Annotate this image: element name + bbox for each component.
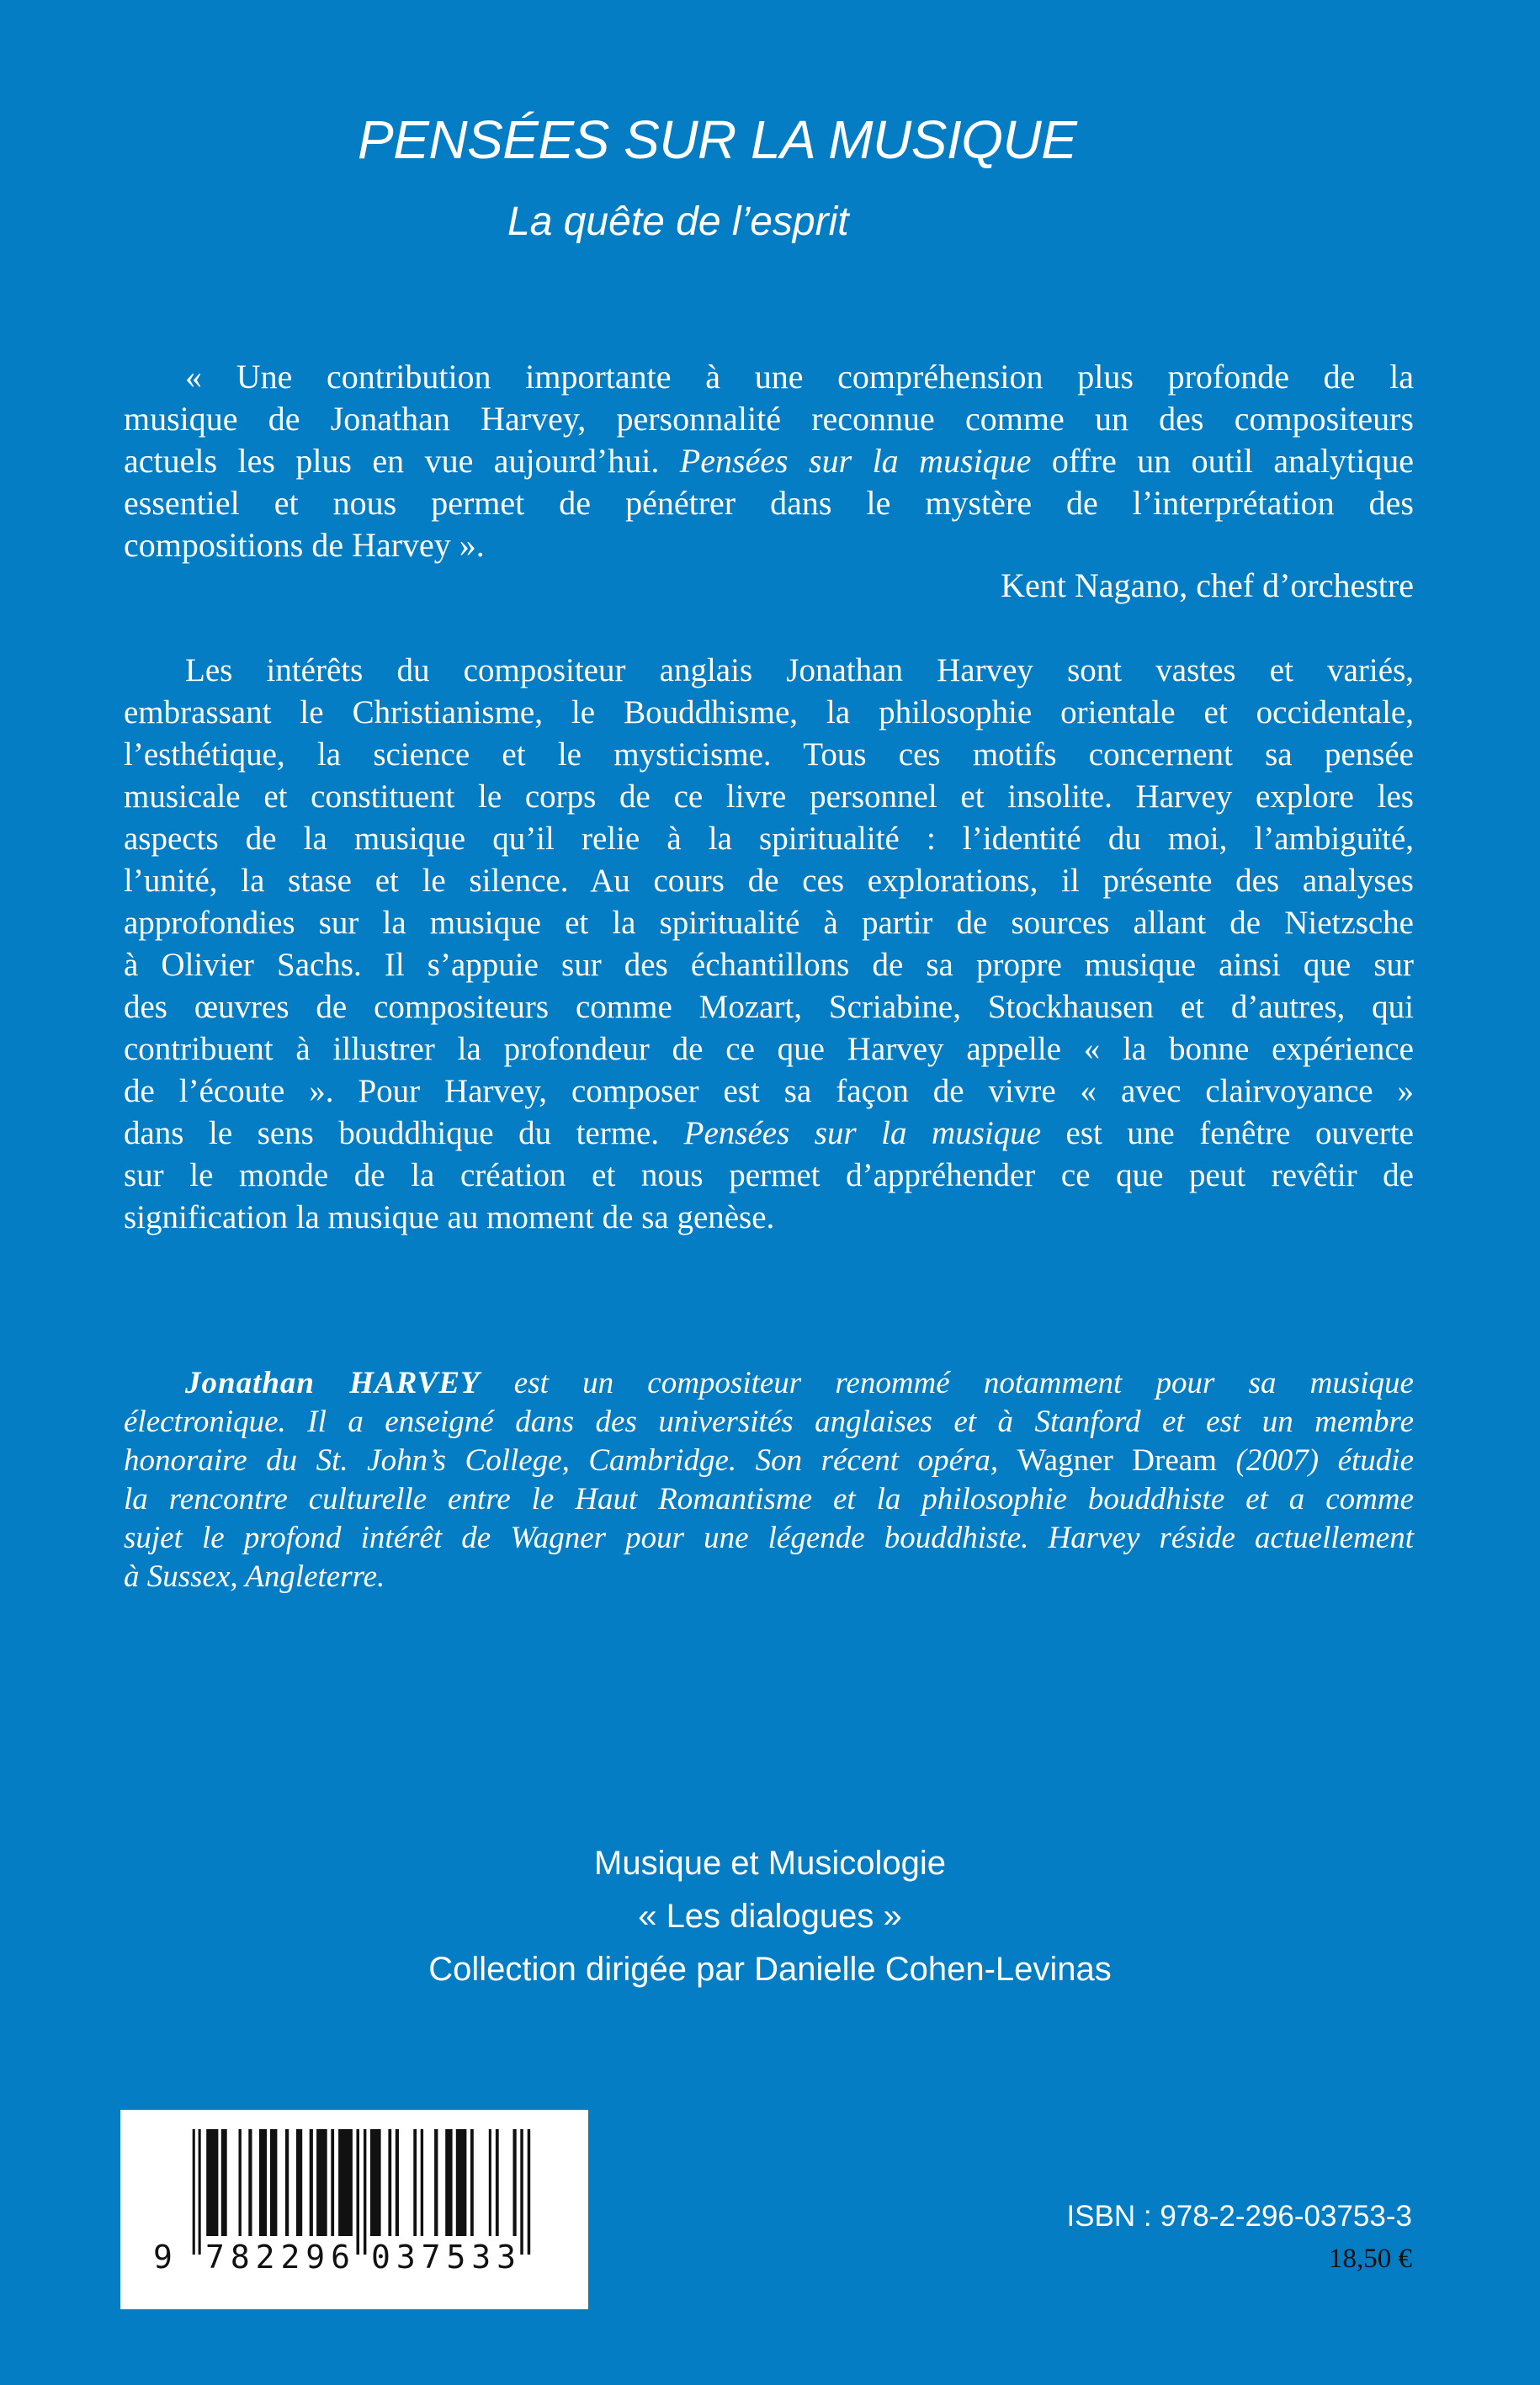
collection-subseries: « Les dialogues » [638, 1898, 902, 1935]
collection-director: Collection dirigée par Danielle Cohen-Levinas [428, 1951, 1112, 1988]
barcode-digits-left: 782296 [205, 2239, 350, 2276]
price: 18,50 € [1329, 2244, 1412, 2274]
text-line [124, 1480, 1414, 1519]
text-line [124, 944, 1414, 986]
isbn-number: ISBN : 978-2-296-03753-3 [1066, 2200, 1412, 2233]
text-segment: est une fenêtre ouverte [1041, 1115, 1414, 1151]
text-segment: honoraire du St. John’s College, Cambridge. Son récent opéra, [124, 1443, 1017, 1478]
text-line [124, 1442, 1414, 1480]
barcode-digit-first: 9 [153, 2239, 173, 2276]
text-segment: la rencontre culturelle entre le Haut Romantisme et la philosophie bouddhiste et a comme [124, 1482, 1414, 1517]
collection-info [0, 1837, 1540, 1996]
text-line [124, 440, 1414, 482]
text-segment: « Une contribution importante à une compréhension plus profonde de la [185, 358, 1414, 396]
text-segment: (2007) étudie [1216, 1443, 1415, 1478]
text-segment: essentiel et nous permet de pénétrer dans le mystère de l’interprétation des [124, 484, 1414, 522]
text-line [124, 1113, 1414, 1155]
text-line [124, 1028, 1414, 1070]
text-line [124, 482, 1414, 524]
barcode-digits-right: 037533 [371, 2239, 516, 2276]
text-line [124, 524, 1414, 566]
text-segment: approfondies sur la musique et la spiritualité à partir de sources allant de Nietzsche [124, 905, 1414, 941]
isbn-barcode [120, 2110, 588, 2309]
text-line [124, 818, 1414, 860]
text-segment: compositions de Harvey ». [124, 526, 485, 564]
book-description [124, 650, 1414, 1239]
text-line [124, 1403, 1414, 1442]
text-segment: des œuvres de compositeurs comme Mozart, Scriabine, Stockhausen et d’autres, qui [124, 989, 1414, 1025]
text-segment: à Sussex, Angleterre. [124, 1559, 385, 1594]
endorsement-quote [124, 356, 1414, 566]
author-name: Jonathan HARVEY [185, 1366, 481, 1400]
text-segment: sujet le profond intérêt de Wagner pour une légende bouddhiste. Harvey réside actuellement [124, 1521, 1414, 1555]
text-segment: est un compositeur renommé notamment pour sa musique [480, 1366, 1414, 1400]
text-segment: offre un outil analytique [1031, 442, 1415, 480]
text-line [124, 398, 1414, 440]
text-segment: l’unité, la stase et le silence. Au cours de ces explorations, il présente des analyses [124, 863, 1414, 899]
text-segment: sur le monde de la création et nous permet d’appréhender ce que peut revêtir de [124, 1157, 1414, 1193]
text-line [124, 902, 1414, 944]
text-line [124, 1364, 1414, 1403]
text-line [124, 734, 1414, 776]
text-segment: musicale et constituent le corps de ce livre personnel et insolite. Harvey explore les [124, 778, 1414, 815]
author-bio [124, 1364, 1414, 1596]
title-reference: Pensées sur la musique [679, 442, 1032, 480]
text-line [124, 692, 1414, 734]
text-segment: aspects de la musique qu’il relie à la spiritualité : l’identité du moi, l’ambiguïté, [124, 821, 1414, 857]
text-line [124, 1558, 1414, 1596]
text-segment: de l’écoute ». Pour Harvey, composer est sa façon de vivre « avec clairvoyance » [124, 1073, 1414, 1109]
text-segment: contribuent à illustrer la profondeur de ce que Harvey appelle « la bonne expérience [124, 1031, 1414, 1067]
text-segment: actuels les plus en vue aujourd’hui. [124, 442, 680, 480]
book-title: PENSÉES SUR LA MUSIQUE [358, 109, 1077, 170]
text-line [124, 1197, 1414, 1239]
text-line [124, 1155, 1414, 1197]
text-segment: musique de Jonathan Harvey, personnalité reconnue comme un des compositeurs [124, 400, 1414, 438]
text-line [124, 776, 1414, 818]
text-segment: embrassant le Christianisme, le Bouddhisme, la philosophie orientale et occidentale, [124, 694, 1414, 730]
text-segment: à Olivier Sachs. Il s’appuie sur des échantillons de sa propre musique ainsi que sur [124, 947, 1414, 983]
book-subtitle: La quête de l’esprit [507, 199, 849, 244]
text-line [124, 860, 1414, 902]
text-segment: dans le sens bouddhique du terme. [124, 1115, 684, 1151]
text-line [124, 1519, 1414, 1558]
text-segment: l’esthétique, la science et le mysticisme. Tous ces motifs concernent sa pensée [124, 736, 1414, 773]
title-reference: Pensées sur la musique [683, 1115, 1042, 1151]
collection-series: Musique et Musicologie [594, 1845, 946, 1882]
text-line [124, 1070, 1414, 1113]
title-reference: Wagner Dream [1017, 1443, 1217, 1478]
text-line [124, 986, 1414, 1028]
text-segment: signification la musique au moment de sa genèse. [124, 1199, 775, 1235]
text-segment: électronique. Il a enseigné dans des universités anglaises et à Stanford et est un membre [124, 1405, 1414, 1439]
barcode-bars [120, 2110, 588, 2309]
text-segment: Les intérêts du compositeur anglais Jonathan Harvey sont vastes et variés, [185, 652, 1414, 688]
quote-attribution: Kent Nagano, chef d’orchestre [1001, 566, 1414, 604]
text-line [124, 650, 1414, 692]
text-line [124, 356, 1414, 398]
